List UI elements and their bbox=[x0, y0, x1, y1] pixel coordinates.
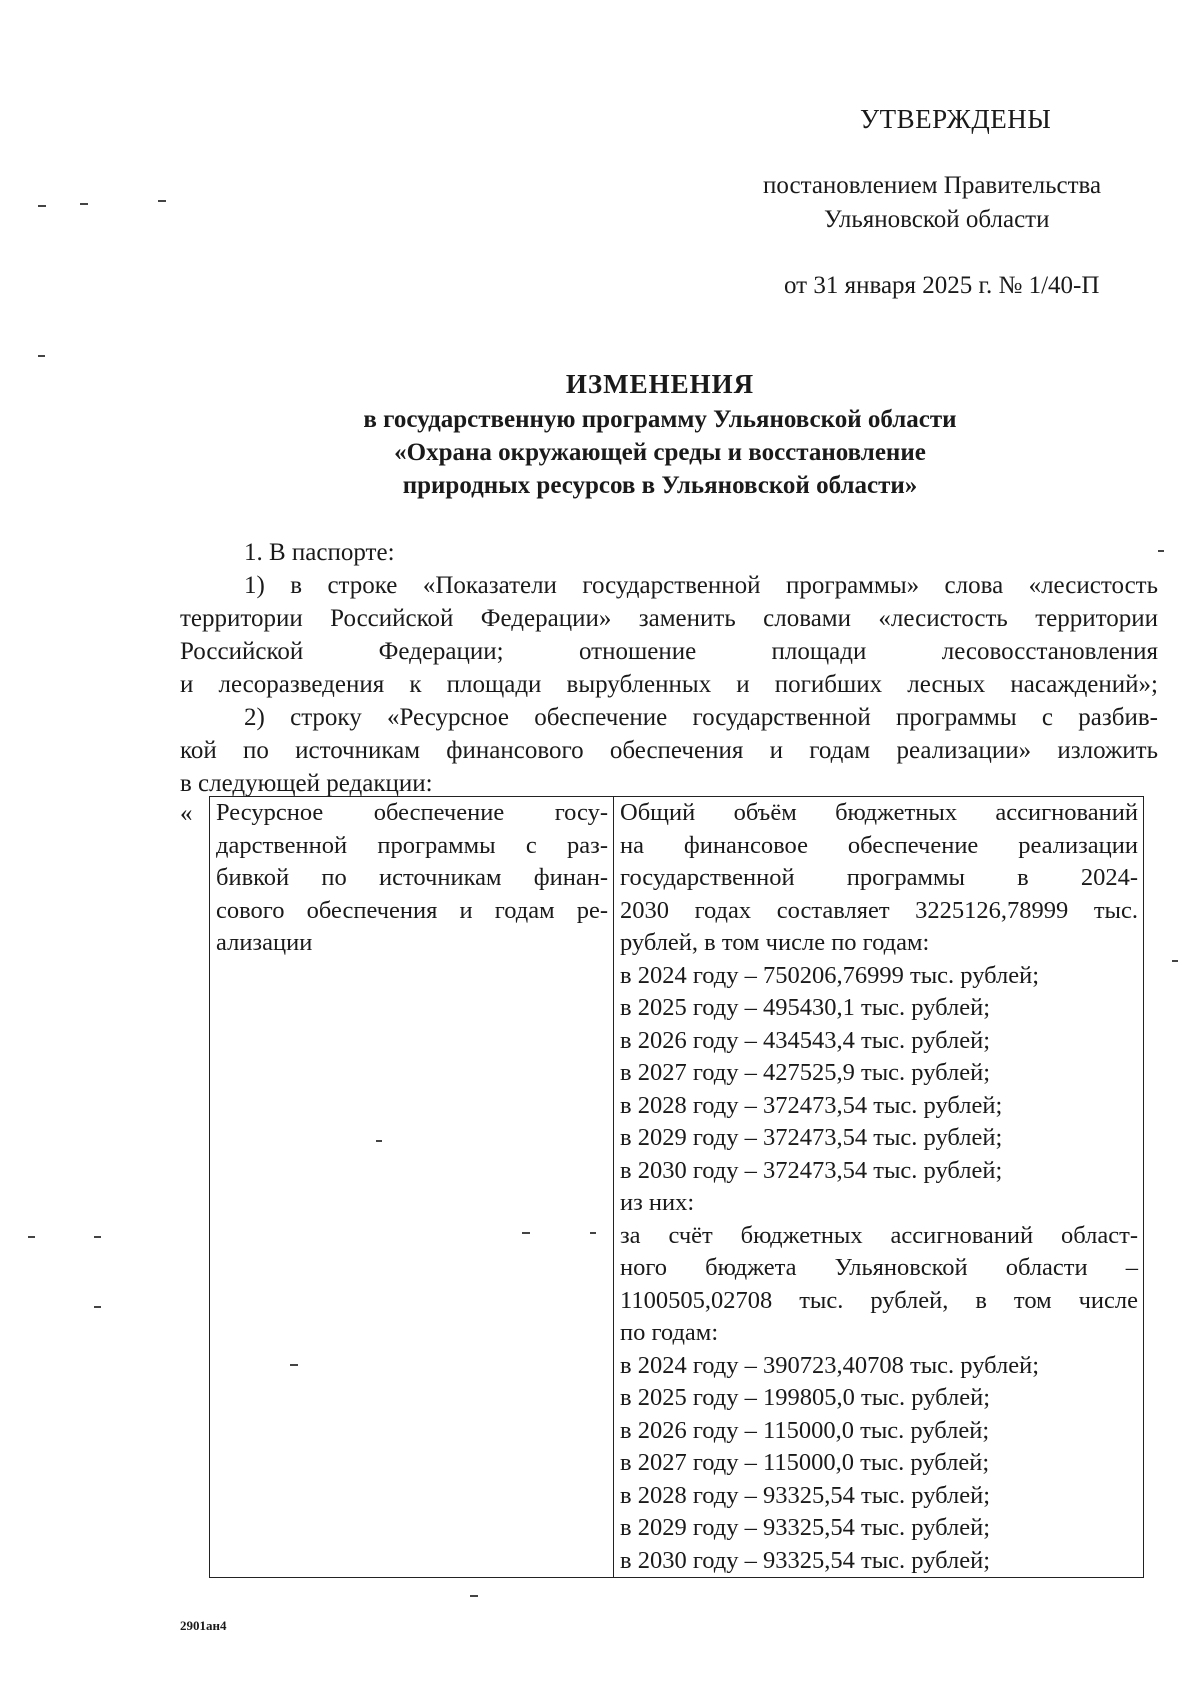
value-line: в 2024 году – 390723,40708 тыс. рублей; bbox=[620, 1351, 1040, 1379]
sub-item-1-line-2: территории Российской Федерации» заменить словами «лесистость территории bbox=[180, 605, 1158, 632]
scan-speck bbox=[470, 1595, 478, 1597]
value-line: по годам: bbox=[620, 1319, 719, 1346]
value-line: в 2029 году – 93325,54 тыс. рублей; bbox=[620, 1514, 991, 1541]
value-line: в 2024 году – 750206,76999 тыс. рублей; bbox=[620, 961, 1040, 989]
scan-speck bbox=[80, 203, 88, 205]
value-line: в 2026 году – 115000,0 тыс. рублей; bbox=[620, 1416, 990, 1444]
value-line: в 2026 году – 434543,4 тыс. рублей; bbox=[620, 1026, 991, 1054]
value-line: рублей, в том числе по годам: bbox=[620, 929, 930, 956]
scan-speck bbox=[38, 205, 46, 207]
footer-code: 2901ан4 bbox=[180, 1618, 227, 1633]
heading-main: ИЗМЕНЕНИЯ bbox=[565, 369, 755, 399]
scan-speck bbox=[376, 1140, 382, 1142]
scan-speck bbox=[28, 1236, 35, 1238]
approval-title: УТВЕРЖДЕНЫ bbox=[860, 104, 1052, 134]
value-line: 2030 годах составляет 3225126,78999 тыс. bbox=[620, 896, 1138, 924]
value-line: на финансовое обеспечение реализации bbox=[620, 831, 1138, 859]
value-line: 1100505,02708 тыс. рублей, в том числе bbox=[620, 1286, 1138, 1314]
value-line: государственной программы в 2024- bbox=[620, 864, 1138, 891]
heading-line-1: в государственную программу Ульяновской области bbox=[363, 406, 957, 433]
approval-line-2: Ульяновской области bbox=[824, 206, 1050, 233]
row-value-cell bbox=[614, 797, 1144, 1578]
label-line: ализации bbox=[216, 929, 313, 956]
value-line: в 2027 году – 115000,0 тыс. рублей; bbox=[620, 1449, 990, 1476]
scan-speck bbox=[522, 1232, 530, 1234]
value-line: в 2029 году – 372473,54 тыс. рублей; bbox=[620, 1124, 1003, 1151]
table-row bbox=[210, 797, 1144, 1578]
row-label-cell bbox=[210, 797, 614, 1578]
value-line: в 2028 году – 372473,54 тыс. рублей; bbox=[620, 1091, 1003, 1119]
label-line: дарственной программы с раз- bbox=[216, 831, 608, 859]
value-line: в 2025 году – 199805,0 тыс. рублей; bbox=[620, 1384, 991, 1411]
approval-line-1: постановлением Правительства bbox=[763, 172, 1102, 199]
scan-speck bbox=[590, 1232, 596, 1234]
sub-item-1-line-3: Российской Федерации; отношение площади лесовосстановления bbox=[180, 638, 1158, 665]
scan-speck bbox=[94, 1236, 101, 1238]
label-line: бивкой по источникам финан- bbox=[216, 864, 608, 891]
value-line: в 2027 году – 427525,9 тыс. рублей; bbox=[620, 1059, 991, 1086]
scan-speck bbox=[38, 355, 45, 357]
sub-item-2-line-2: кой по источникам финансового обеспечения и годам реализации» изложить bbox=[180, 737, 1158, 764]
scan-speck bbox=[1158, 550, 1164, 552]
sub-item-2-line-1: 2) строку «Ресурсное обеспечение государственной программы с разбив- bbox=[244, 704, 1158, 731]
resource-table bbox=[209, 796, 1144, 1578]
approval-date: от 31 января 2025 г. № 1/40-П bbox=[784, 272, 1100, 299]
scan-speck bbox=[94, 1306, 101, 1308]
value-line: в 2030 году – 372473,54 тыс. рублей; bbox=[620, 1156, 1003, 1184]
sub-item-1-line-4: и лесоразведения к площади вырубленных и погибших лесных насаждений»; bbox=[180, 671, 1158, 698]
approval-block bbox=[0, 0, 1200, 300]
label-line: сового обеспечения и годам ре- bbox=[216, 896, 608, 924]
value-line: в 2025 году – 495430,1 тыс. рублей; bbox=[620, 994, 991, 1021]
scan-speck bbox=[158, 200, 166, 202]
sub-item-2-line-3: в следующей редакции: bbox=[180, 770, 433, 797]
opening-quote: « bbox=[180, 800, 193, 827]
value-line: за счёт бюджетных ассигнований област- bbox=[620, 1221, 1138, 1249]
heading-line-2: «Охрана окружающей среды и восстановление bbox=[394, 439, 926, 466]
document-heading bbox=[180, 368, 1140, 502]
value-line: ного бюджета Ульяновской области – bbox=[620, 1254, 1138, 1281]
scan-speck bbox=[290, 1364, 298, 1366]
heading-line-3: природных ресурсов в Ульяновской области» bbox=[402, 472, 918, 499]
label-line: Ресурсное обеспечение госу- bbox=[216, 799, 608, 826]
scan-speck bbox=[1172, 960, 1178, 962]
sub-item-1-line-1: 1) в строке «Показатели государственной программы» слова «лесистость bbox=[244, 572, 1158, 599]
body-text bbox=[180, 536, 1158, 800]
value-line: в 2028 году – 93325,54 тыс. рублей; bbox=[620, 1481, 991, 1509]
value-line: Общий объём бюджетных ассигнований bbox=[620, 799, 1138, 826]
value-line: в 2030 году – 93325,54 тыс. рублей; bbox=[620, 1546, 991, 1574]
item-1: 1. В паспорте: bbox=[244, 539, 395, 566]
value-line: из них: bbox=[620, 1189, 695, 1216]
